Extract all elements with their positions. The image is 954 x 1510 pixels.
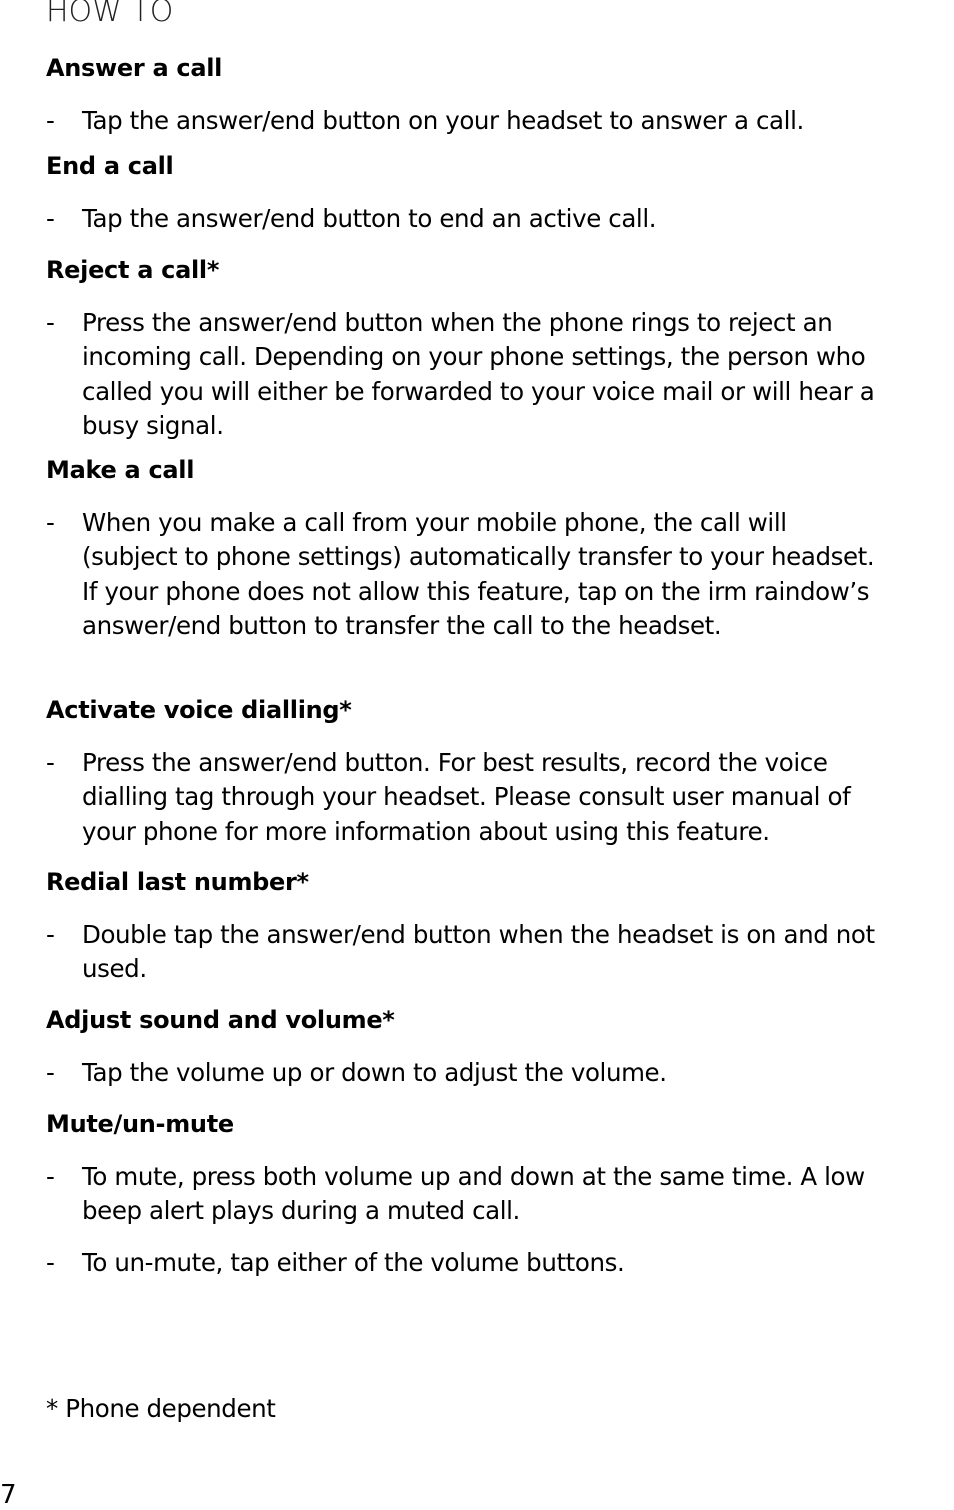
bullet-text: Press the answer/end button when the phone rings to reject an incoming call. Depending on your phone settings, the person who called you will either be forwarded to your voice mail or will hear a busy signal. xyxy=(82,308,875,440)
section-title-reject-a-call: Reject a call* xyxy=(46,256,220,284)
bullet-dash: - xyxy=(46,508,55,537)
bullet-item xyxy=(46,202,876,236)
bullet-dash: - xyxy=(46,1162,55,1191)
page-header: HOW TO xyxy=(46,0,174,29)
bullet-item xyxy=(46,1056,876,1090)
section-title-activate-voice-dialling: Activate voice dialling* xyxy=(46,696,352,724)
bullet-dash: - xyxy=(46,204,55,233)
bullet-text: To un-mute, tap either of the volume buttons. xyxy=(82,1248,625,1277)
bullet-text: Double tap the answer/end button when the headset is on and not used. xyxy=(82,920,875,984)
page-number: 7 xyxy=(0,1480,17,1510)
bullet-text: Tap the volume up or down to adjust the volume. xyxy=(82,1058,667,1087)
section-title-make-a-call: Make a call xyxy=(46,456,195,484)
bullet-item xyxy=(46,746,876,849)
bullet-text: When you make a call from your mobile phone, the call will (subject to phone settings) automatically transfer to your headset. If your phone does not allow this feature, tap on the irm raindow’s answer/end button to transfer the call to the headset. xyxy=(82,508,875,640)
bullet-item xyxy=(46,506,876,643)
bullet-dash: - xyxy=(46,748,55,777)
bullet-dash: - xyxy=(46,1248,55,1277)
section-title-end-a-call: End a call xyxy=(46,152,174,180)
bullet-item xyxy=(46,306,876,443)
section-title-mute-un-mute: Mute/un-mute xyxy=(46,1110,234,1138)
bullet-text: To mute, press both volume up and down at the same time. A low beep alert plays during a muted call. xyxy=(82,1162,865,1226)
bullet-dash: - xyxy=(46,920,55,949)
bullet-dash: - xyxy=(46,106,55,135)
section-title-redial-last-number: Redial last number* xyxy=(46,868,309,896)
bullet-text: Press the answer/end button. For best results, record the voice dialling tag through your headset. Please consult user manual of your phone for more information about using this feature. xyxy=(82,748,851,846)
bullet-item xyxy=(46,1160,876,1229)
bullet-text: Tap the answer/end button on your headset to answer a call. xyxy=(82,106,804,135)
bullet-item xyxy=(46,104,876,138)
bullet-item xyxy=(46,918,876,987)
bullet-dash: - xyxy=(46,1058,55,1087)
bullet-dash: - xyxy=(46,308,55,337)
bullet-item xyxy=(46,1246,876,1280)
section-title-adjust-sound-and-volume: Adjust sound and volume* xyxy=(46,1006,395,1034)
bullet-text: Tap the answer/end button to end an active call. xyxy=(82,204,657,233)
section-title-answer-a-call: Answer a call xyxy=(46,54,223,82)
footnote: * Phone dependent xyxy=(46,1394,276,1423)
